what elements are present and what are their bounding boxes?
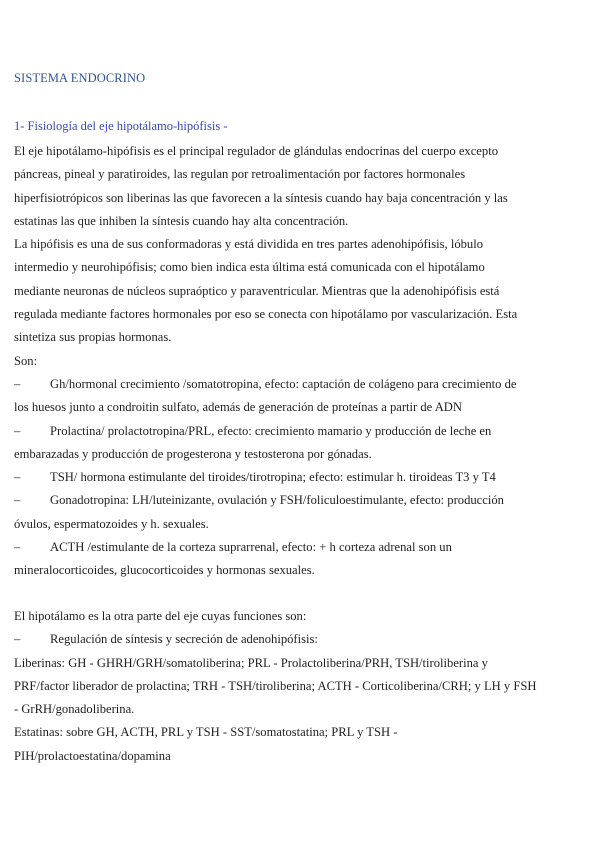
dash-bullet: – xyxy=(14,470,21,485)
paragraph-line: Estatinas: sobre GH, ACTH, PRL y TSH - SST/somatostatina; PRL y TSH - xyxy=(14,725,398,740)
hormone-text-continued: mineralocorticoides, glucocorticoides y hormonas sexuales. xyxy=(14,563,315,578)
dash-bullet: – xyxy=(14,376,21,391)
hormone-text: Prolactina/ prolactotropina/PRL, efecto: crecimiento mamario y producción de leche en xyxy=(50,423,492,438)
hormone-text: Gonadotropina: LH/luteinizante, ovulación y FSH/foliculoestimulante, efecto: producción xyxy=(50,493,504,508)
dash-bullet: – xyxy=(14,493,21,508)
hormone-text: Gh/hormonal crecimiento /somatotropina, efecto: captación de colágeno para crecimiento de xyxy=(50,376,517,391)
hypothalamus-section xyxy=(14,605,589,768)
paragraph-line: La hipófisis es una de sus conformadoras y está dividida en tres partes adenohipófisis, lóbulo xyxy=(14,237,484,252)
section-heading: 1- Fisiología del eje hipotálamo-hipófisis - xyxy=(14,119,228,133)
section-body xyxy=(14,140,589,583)
dash-bullet: – xyxy=(14,540,21,555)
paragraph-line: mediante neuronas de núcleos supraóptico y paraventricular. Mientras que la adenohipófisis está xyxy=(14,283,500,298)
hormone-text-continued: los huesos junto a condroitin sulfato, además de generación de proteínas a partir de ADN xyxy=(14,400,463,415)
paragraph-line: PIH/prolactoestatina/dopamina xyxy=(14,748,171,763)
paragraph-line: PRF/factor liberador de prolactina; TRH - TSH/tiroliberina; ACTH - Corticoliberina/CRH; y LH y FSH xyxy=(14,678,537,693)
hormone-list-item xyxy=(14,536,589,559)
paragraph-line: sintetiza sus propias hormonas. xyxy=(14,330,172,345)
paragraph-line: El hipotálamo es la otra parte del eje cuyas funciones son: xyxy=(14,609,307,623)
paragraph-line: hiperfisiotrópicos son liberinas las que favorecen a la síntesis cuando hay baja concentración y las xyxy=(14,190,508,205)
hormone-text-continued: óvulos, espermatozoides y h. sexuales. xyxy=(14,516,209,531)
paragraph-line: Liberinas: GH - GHRH/GRH/somatoliberina; PRL - Prolactoliberina/PRH, TSH/tiroliberina y xyxy=(14,655,488,670)
paragraph-line: estatinas las que inhiben la síntesis cuando hay alta concentración. xyxy=(14,213,349,228)
hormone-text: TSH/ hormona estimulante del tiroides/tirotropina; efecto: estimular h. tiroideas T3 y T4 xyxy=(50,470,496,485)
function-list-item xyxy=(14,628,589,651)
paragraph-line: - GrRH/gonadoliberina. xyxy=(14,702,135,717)
document-title: SISTEMA ENDOCRINO xyxy=(14,71,146,85)
paragraph-line: intermedio y neurohipófisis; como bien indica esta última está comunicada con el hipotálamo xyxy=(14,260,485,275)
dash-bullet: – xyxy=(14,423,21,438)
hormone-list-item xyxy=(14,373,589,396)
hormone-list-item xyxy=(14,420,589,443)
hormone-text-continued: embarazadas y producción de progesterona y testosterona por gónadas. xyxy=(14,446,372,461)
hormone-list-item xyxy=(14,466,589,489)
dash-bullet: – xyxy=(14,632,21,647)
paragraph-line: El eje hipotálamo-hipófisis es el principal regulador de glándulas endocrinas del cuerpo excepto xyxy=(14,144,498,158)
paragraph-line: regulada mediante factores hormonales por eso se conecta con hipotálamo por vascularización. Esta xyxy=(14,307,518,322)
paragraph-line: páncreas, pineal y paratiroides, las regulan por retroalimentación por factores hormonales xyxy=(14,167,466,182)
hormone-list-item xyxy=(14,489,589,512)
hormone-text: ACTH /estimulante de la corteza suprarrenal, efecto: + h corteza adrenal son un xyxy=(50,540,452,555)
paragraph-line: Son: xyxy=(14,353,38,368)
function-text: Regulación de síntesis y secreción de adenohipófisis: xyxy=(50,632,318,647)
